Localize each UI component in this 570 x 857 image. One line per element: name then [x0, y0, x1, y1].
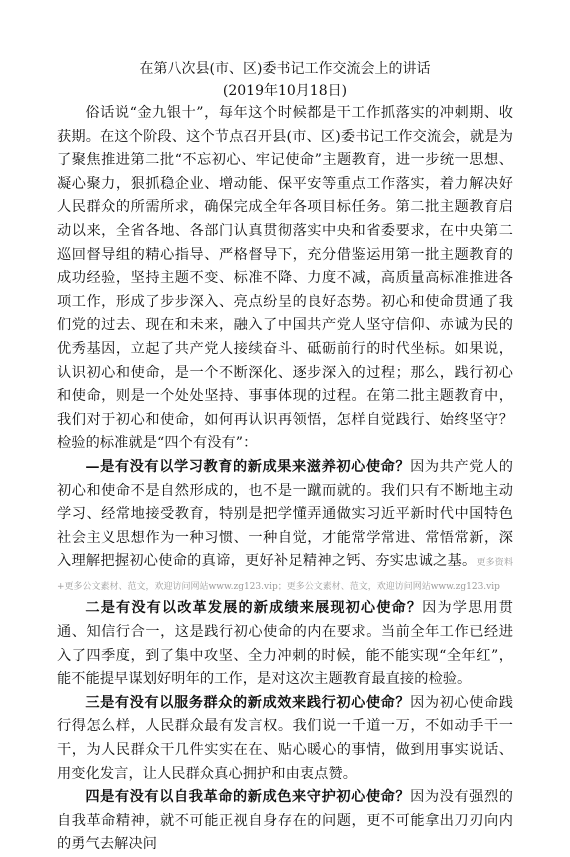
intro-paragraph: 俗话说“金九银十”，每年这个时候都是干工作抓落实的冲刺期、收获期。在这个阶段、这个节点召开县(市、区)委书记工作交流会，就是为了聚焦推进第二批“不忘初心、牢记使命”主题教育，进一步统一思想、凝心聚力，狠抓稳企业、增动能、保平安等重点工作落实，着力解决好人民群众的所需所求，确保完成全年各项目标任务。第二批主题教育启动以来，全省各地、各部门认真贯彻落实中央和省委要求，在中央第二巡回督导组的精心指导、严格督导下，充分借鉴运用第一批主题教育的成功经验，坚持主题不变、标准不降、力度不减，高质量高标准推进各项工作，形成了步步深入、亮点纷呈的良好态势。初心和使命贯通了我们党的过去、现在和未来，融入了中国共产党人坚守信仰、赤诚为民的优秀基因，立起了共产党人接续奋斗、砥砺前行的时代坐标。如果说，认识初心和使命，是一个不断深化、逐步深入的过程；那么，践行初心和使命，则是一个处处坚持、事事体现的过程。在第二批主题教育中，我们对于初心和使命，如何再认识再领悟，怎样自觉践行、始终坚守？检验的标准就是“四个有没有”：: [57, 105, 513, 452]
section-paragraph-4: [57, 786, 513, 857]
watermark-text: 更多资料+更多公文素材、范文，欢迎访问网站www.zg123.vip；更多公文素材、范文，欢迎访问网站www.zg123.vip: [57, 558, 513, 592]
document-date: (2019年10月18日): [222, 83, 348, 99]
section-body-3: 因为初心使命践行得怎么样，人民群众最有发言权。我们说一千道一万，不如动手干一干，为人民群众干几件实实在在、贴心暖心的事情，做到用事实说话、用变化发言，让人民群众真心拥护和由衷点赞。: [57, 694, 513, 782]
section-paragraph-3: [57, 692, 513, 786]
section-body-4: 因为没有强烈的自我革命精神，就不可能正视自身存在的问题，更不可能拿出刀刃向内的勇气去解决问: [57, 789, 513, 853]
section-lead-1: —是有没有以学习教育的新成果来滋养初心使命？: [85, 458, 411, 475]
section-paragraph-1: [57, 456, 513, 598]
section-body-1: 因为共产党人的初心和使命不是自然形成的，也不是一蹴而就的。我们只有不断地主动学习、经常地接受教育，特别是把学懂弄通做实习近平新时代中国特色社会主义思想作为一种习惯、一种自觉，才能常学常进、常悟常新，深入理解把握初心使命的真谛，更好补足精神之钙、夯实忠诚之基。: [57, 458, 513, 570]
section-lead-4: 四是有没有以自我革命的新成色来守护初心使命？: [85, 789, 411, 806]
section-lead-3: 三是有没有以服务群众的新成效来践行初心使命？: [85, 694, 411, 711]
document-title: 在第八次县(市、区)委书记工作交流会上的讲话: [139, 61, 431, 77]
section-lead-2: 二是有没有以改革发展的新成绩来展现初心使命？: [85, 600, 423, 617]
section-paragraph-2: [57, 597, 513, 691]
section-body-2: 因为学思用贯通、知信行合一，这是践行初心使命的内在要求。当前全年工作已经进入了四季度，到了集中攻坚、全力冲刺的时候，能不能实现“全年红”，能不能提早谋划好明年的工作，是对这次主题教育最直接的检验。: [57, 600, 513, 688]
